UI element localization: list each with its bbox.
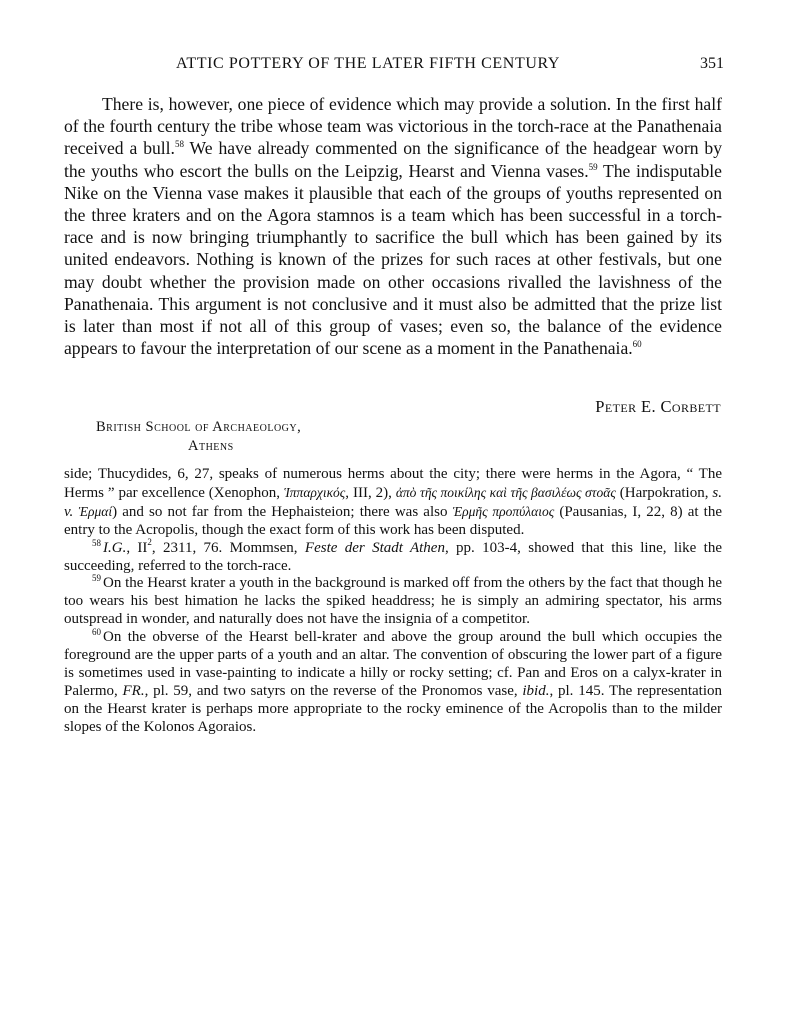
greek-text: Ἑρμαί xyxy=(78,503,113,519)
footnote-text: On the obverse of the Hearst bell-krater and above the group around the bull which occupies the foreground are the upper parts of a youth and an altar. The convention of obscuring the lower part of a figure is sometimes used in vase-painting to indicate a hilly or rocky setting; cf. Pan and Eros on a calyx-krater in Palermo, xyxy=(64,629,722,699)
footnote-number: 58 xyxy=(92,537,101,548)
footnote-58 xyxy=(64,536,722,576)
italic-text: I.G. xyxy=(103,539,127,556)
footnote-number: 59 xyxy=(92,573,101,584)
footnote-ref-58: 58 xyxy=(174,139,184,150)
italic-text: FR. xyxy=(122,682,145,699)
footnote-text: (Harpokration, xyxy=(615,484,713,501)
body-text-part: There is, however, one piece of evidence which may provide a solution. In the first half of the fourth century the tribe whose team was victorious in the torch-race at the Panathenaia received a bull. xyxy=(64,94,722,159)
body-text-part: The indisputable Nike on the Vienna vase makes it plausible that each of the groups of youths represented on the three kraters and on the Agora stamnos is a team which has been successful in a torch-race and is now bringing triumphantly to sacrifice the bull which has been gained by its united endeavors. Nothing is known of the prizes for such races at other festivals, but one may doubt whether the provision made on other occasions rivalled the lavishness of the Panathenaia. This argument is not conclusive and it must also be admitted that the prize list is later than most if not all of this group of vases; even so, the balance of the evidence appears to favour the interpretation of our scene as a moment in the Panathenaia. xyxy=(64,160,722,359)
footnote-text: side; Thucydides, 6, 27, speaks of numerous herms about the city; there were herms in the Agora, “ The Herms ” par excellence (Xenophon, xyxy=(64,466,722,501)
footnote-text: , pp. 103-4, showed that this line, like the succeeding, referred to the torch-race. xyxy=(64,539,722,574)
footnote-text: , 2311, 76. Mommsen, xyxy=(151,539,305,556)
author-name: Peter E. Corbett xyxy=(595,397,721,416)
author-affiliation xyxy=(96,418,301,456)
footnote-ref-59: 59 xyxy=(588,161,598,172)
italic-text: Feste der Stadt Athen xyxy=(304,539,445,556)
italic-text: ibid. xyxy=(522,682,550,699)
footnote-text: On the Hearst krater a youth in the background is marked off from the others by the fact that though he too wears his best himation he lacks the spiked headdress; he is simply an admiring spectator, his arms outspread in wonder, and naturally does not have the insignia of a competitor. xyxy=(64,575,722,628)
affiliation-line-1: British School of Archaeology, xyxy=(96,419,302,435)
footnote-59 xyxy=(64,575,722,629)
greek-text: Ἱππαρχικός xyxy=(283,484,346,500)
footnote-text: , II xyxy=(126,539,148,556)
footnote-text: (Pausanias, I, 22, 8) at the entry to the Acropolis, though the exact form of this work has been disputed. xyxy=(64,503,723,538)
footnote-text: , pl. 59, and two satyrs on the reverse of the Pronomos vase, xyxy=(144,682,523,699)
superscript: 2 xyxy=(147,536,152,547)
affiliation-line-2: Athens xyxy=(188,438,234,454)
author-signature xyxy=(595,397,721,417)
greek-text: Ἑρμῆς προπύλαιος xyxy=(452,503,555,519)
page-number: 351 xyxy=(700,55,724,72)
italic-text: s. v. xyxy=(64,484,722,520)
footnote-ref-60: 60 xyxy=(632,339,642,350)
footnotes xyxy=(64,466,722,737)
footnote-text: ) and so not far from the Hephaisteion; there was also xyxy=(112,503,453,520)
greek-text: ἀπὸ τῆς ποικίλης καὶ τῆς βασιλέως στοᾶς xyxy=(395,484,616,500)
footnote-number: 60 xyxy=(92,627,101,638)
footnote-60 xyxy=(64,629,722,736)
footnote-text: , pl. 145. The representation on the Hearst krater is perhaps more appropriate to the rocky eminence of the Acropolis than to the milder slopes of the Kolonos Agoraios. xyxy=(64,682,722,735)
page-header xyxy=(64,55,724,79)
body-text xyxy=(64,93,722,359)
footnote-text: , III, 2), xyxy=(345,484,396,501)
running-title: ATTIC POTTERY OF THE LATER FIFTH CENTURY xyxy=(176,55,561,72)
body-text-part: We have already commented on the significance of the headgear worn by the youths who escort the bulls on the Leipzig, Hearst and Vienna vases. xyxy=(64,138,723,181)
body-paragraph xyxy=(64,93,722,359)
footnote-continuation xyxy=(64,466,722,540)
